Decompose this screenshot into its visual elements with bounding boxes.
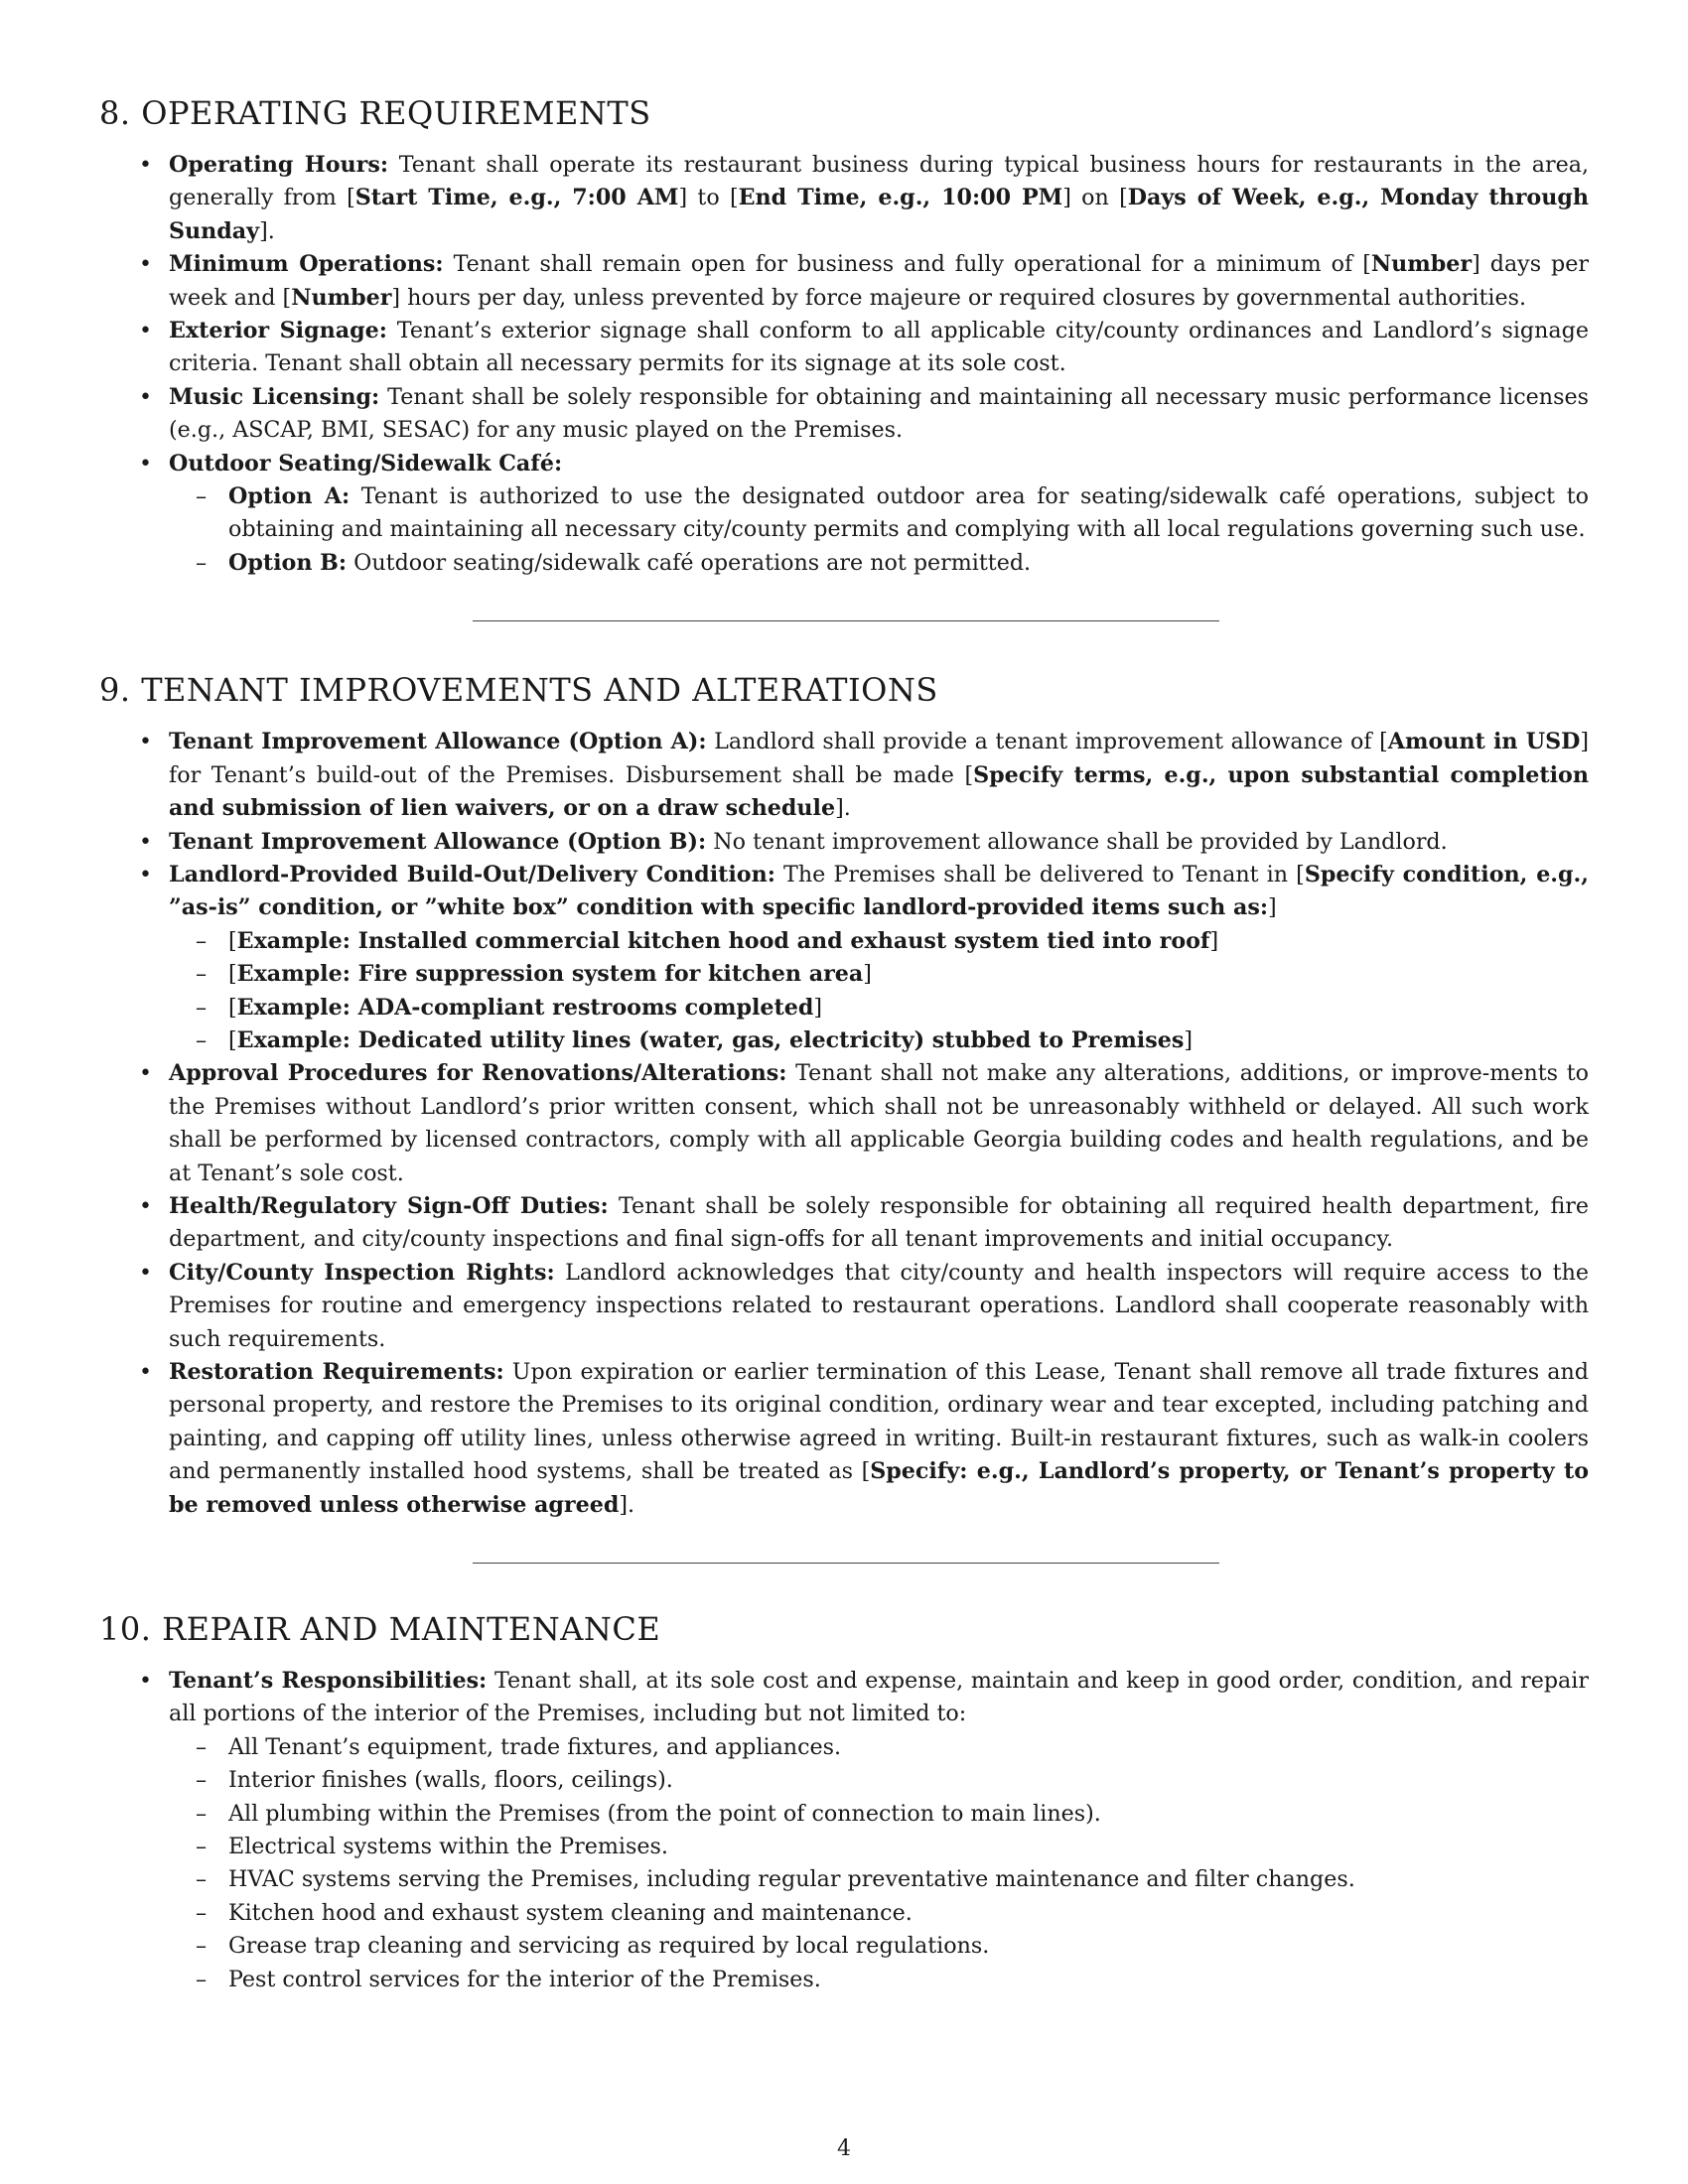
text-run: ] on [ <box>1062 185 1128 211</box>
bold-text-run: Example: Installed commercial kitchen hood and exhaust system tied into roof <box>236 927 1210 954</box>
bold-text-run: Tenant’s Responsibilities: <box>169 1668 488 1695</box>
list-item-text <box>169 859 1589 925</box>
section-heading: 8. OPERATING REQUIREMENTS <box>99 94 651 132</box>
text-run: No tenant improvement allowance shall be provided by Landlord. <box>706 828 1448 855</box>
bold-text-run: Landlord-Provided Build-Out/Delivery Condition: <box>169 861 775 887</box>
section-tenant-improvements <box>99 668 1589 1522</box>
text-run: [ <box>228 961 237 988</box>
bold-text-run: Example: Dedicated utility lines (water, gas, electricity) stubbed to Premises <box>236 1026 1185 1053</box>
section-heading: 10. REPAIR AND MAINTENANCE <box>99 1610 661 1649</box>
bold-text-run: Outdoor Seating/Sidewalk Café: <box>169 450 563 477</box>
list-item <box>99 448 1589 581</box>
text-run: ] <box>1184 1026 1193 1053</box>
sub-list-item <box>169 547 1589 580</box>
section-repair-maintenance <box>99 1607 1589 1996</box>
sub-list-item <box>169 958 1589 991</box>
text-run: ] <box>1268 894 1277 921</box>
bullet-list <box>99 149 1589 580</box>
text-run: ]. <box>835 795 851 822</box>
bold-text-run: Option A: <box>228 483 351 510</box>
sub-list <box>169 1731 1589 1996</box>
bold-text-run: Amount in USD <box>1387 729 1581 755</box>
text-run: ] <box>1209 927 1219 954</box>
list-item-text <box>169 1665 1589 1731</box>
sub-list-item <box>169 1930 1589 1963</box>
sub-list <box>169 925 1589 1058</box>
bold-text-run: Operating Hours: <box>169 152 389 178</box>
text-run: HVAC systems serving the Premises, including regular preventative maintenance and filter changes. <box>228 1866 1355 1893</box>
text-run: Interior finishes (walls, floors, ceilings). <box>228 1767 673 1794</box>
text-run: ] <box>863 961 872 988</box>
list-item <box>99 859 1589 1057</box>
bold-text-run: Example: ADA-compliant restrooms completed <box>236 994 814 1021</box>
text-run: Tenant shall remain open for business and fully operational for a minimum of [ <box>443 251 1371 278</box>
sub-list-item <box>169 1831 1589 1863</box>
sub-list-item <box>169 1863 1589 1896</box>
text-run: Tenant shall, at its sole cost and expense, maintain and keep in good order, condition, and repair all portions of the interior of the Premises, including but not limited to: <box>169 1668 1589 1727</box>
list-item <box>99 726 1589 825</box>
text-run: Pest control services for the interior of the Premises. <box>228 1966 821 1992</box>
bold-text-run: Option B: <box>228 549 348 576</box>
text-run: Kitchen hood and exhaust system cleaning and maintenance. <box>228 1899 913 1926</box>
text-run: ] hours per day, unless prevented by force majeure or required closures by governmental authorities. <box>391 284 1527 311</box>
sub-list-item <box>169 480 1589 547</box>
bold-text-run: Start Time, e.g., 7:00 AM <box>354 185 679 211</box>
text-run: [ <box>228 1026 237 1053</box>
text-run: Landlord shall provide a tenant improvement allowance of [ <box>706 729 1388 755</box>
bold-text-run: Music Licensing: <box>169 383 380 410</box>
sub-list-item <box>169 1798 1589 1831</box>
bold-text-run: Exterior Signage: <box>169 318 387 344</box>
document-page <box>99 91 1589 1996</box>
bold-text-run: City/County Inspection Rights: <box>169 1259 555 1286</box>
bold-text-run: Specify condition, e.g., ”as-is” condition, or ”white box” condition with specific landlord-provided items such as: <box>169 861 1589 921</box>
text-run: Tenant shall operate its restaurant business during typical business hours for restaurants in the area, generally from [ <box>169 152 1590 211</box>
bold-text-run: End Time, e.g., 10:00 PM <box>738 185 1063 211</box>
text-run: The Premises shall be delivered to Tenant in [ <box>774 861 1305 887</box>
sub-list-item <box>169 992 1589 1024</box>
sub-list <box>169 480 1589 580</box>
bold-text-run: Health/Regulatory Sign-Off Duties: <box>169 1192 609 1219</box>
sub-list-item <box>169 1024 1589 1057</box>
list-item <box>99 1356 1589 1522</box>
text-run: Outdoor seating/sidewalk café operations are not permitted. <box>347 549 1032 576</box>
bold-text-run: Example: Fire suppression system for kitchen area <box>236 961 864 988</box>
text-run: ] for Tenant’s build-out of the Premises. Disbursement shall be made [ <box>169 729 1589 788</box>
text-run: ]. <box>259 217 275 244</box>
sub-list-item <box>169 1764 1589 1797</box>
list-item <box>99 1057 1589 1190</box>
bold-text-run: Minimum Operations: <box>169 251 444 278</box>
text-run: ]. <box>619 1491 635 1518</box>
bullet-list <box>99 726 1589 1522</box>
page-number: 4 <box>837 2136 851 2161</box>
section-operating-requirements <box>99 91 1589 580</box>
list-item-text <box>169 448 1589 480</box>
text-run: ] to [ <box>678 185 739 211</box>
text-run: [ <box>228 994 237 1021</box>
section-heading: 9. TENANT IMPROVEMENTS AND ALTERATIONS <box>99 671 938 710</box>
bold-text-run: Specify: e.g., Landlord’s property, or Tenant’s property to be removed unless otherwise agreed <box>169 1458 1589 1518</box>
text-run: Tenant shall be solely responsible for obtaining and maintaining all necessary music performance licenses (e.g., ASCAP, BMI, SESAC) for any music played on the Premises. <box>169 383 1590 444</box>
sub-list-item <box>169 925 1589 958</box>
bold-text-run: Number <box>1370 251 1473 278</box>
list-item <box>99 1665 1589 1996</box>
sub-list-item <box>169 1731 1589 1764</box>
text-run: All plumbing within the Premises (from the point of connection to main lines). <box>228 1800 1101 1827</box>
text-run: Tenant shall be solely responsible for obtaining all required health department, fire department, and city/county inspections and final sign-offs for all tenant improvements and initial occupancy. <box>169 1192 1589 1253</box>
text-run: Tenant is authorized to use the designated outdoor area for seating/sidewalk café operations, subject to obtaining and maintaining all necessary city/county permits and complying with all local regulations governing such use. <box>228 483 1589 543</box>
text-run: Grease trap cleaning and servicing as required by local regulations. <box>228 1933 990 1960</box>
list-item <box>99 149 1589 248</box>
list-item <box>99 315 1589 381</box>
list-item <box>99 381 1589 448</box>
list-item <box>99 826 1589 859</box>
text-run: Tenant’s exterior signage shall conform to all applicable city/county ordinances and Landlord’s signage criteria. Tenant shall obtain all necessary permits for its signage at its sole cost. <box>169 318 1589 377</box>
bold-text-run: Tenant Improvement Allowance (Option A): <box>169 729 707 755</box>
list-item <box>99 1257 1589 1356</box>
text-run: All Tenant’s equipment, trade fixtures, and appliances. <box>228 1733 842 1760</box>
bold-text-run: Approval Procedures for Renovations/Alterations: <box>169 1060 787 1087</box>
text-run: Tenant shall not make any alterations, additions, or improve-ments to the Premises without Landlord’s prior written consent, which shall not be unreasonably withheld or delayed. All such work shall be performed by licensed contractors, comply with all applicable Georgia building codes and health regulations, and be at Tenant’s sole cost. <box>169 1060 1589 1186</box>
bullet-list <box>99 1665 1589 1996</box>
bold-text-run: Number <box>291 284 392 311</box>
list-item <box>99 248 1589 315</box>
text-run: Landlord acknowledges that city/county and health inspectors will require access to the Premises for routine and emergency inspections related to restaurant operations. Landlord shall cooperate reasonably with such requirements. <box>169 1259 1589 1352</box>
bold-text-run: Tenant Improvement Allowance (Option B): <box>169 828 707 855</box>
bold-text-run: Restoration Requirements: <box>169 1359 504 1385</box>
bold-text-run: Specify terms, e.g., upon substantial completion and submission of lien waivers, or on a draw schedule <box>169 761 1589 822</box>
text-run: ] days per week and [ <box>169 251 1589 311</box>
text-run: [ <box>228 927 237 954</box>
list-item <box>99 1190 1589 1257</box>
sub-list-item <box>169 1964 1589 1996</box>
sub-list-item <box>169 1897 1589 1930</box>
bold-text-run: Days of Week, e.g., Monday through Sunday <box>169 185 1589 244</box>
text-run: Upon expiration or earlier termination of this Lease, Tenant shall remove all trade fixtures and personal property, and restore the Premises to its original condition, ordinary wear and tear excepted, including patching and painting, and capping off utility lines, unless otherwise agreed in writing. Built-in restaurant fixtures, such as walk-in coolers and permanently installed hood systems, shall be treated as [ <box>169 1359 1589 1485</box>
text-run: ] <box>813 994 823 1021</box>
text-run: Electrical systems within the Premises. <box>228 1834 668 1860</box>
